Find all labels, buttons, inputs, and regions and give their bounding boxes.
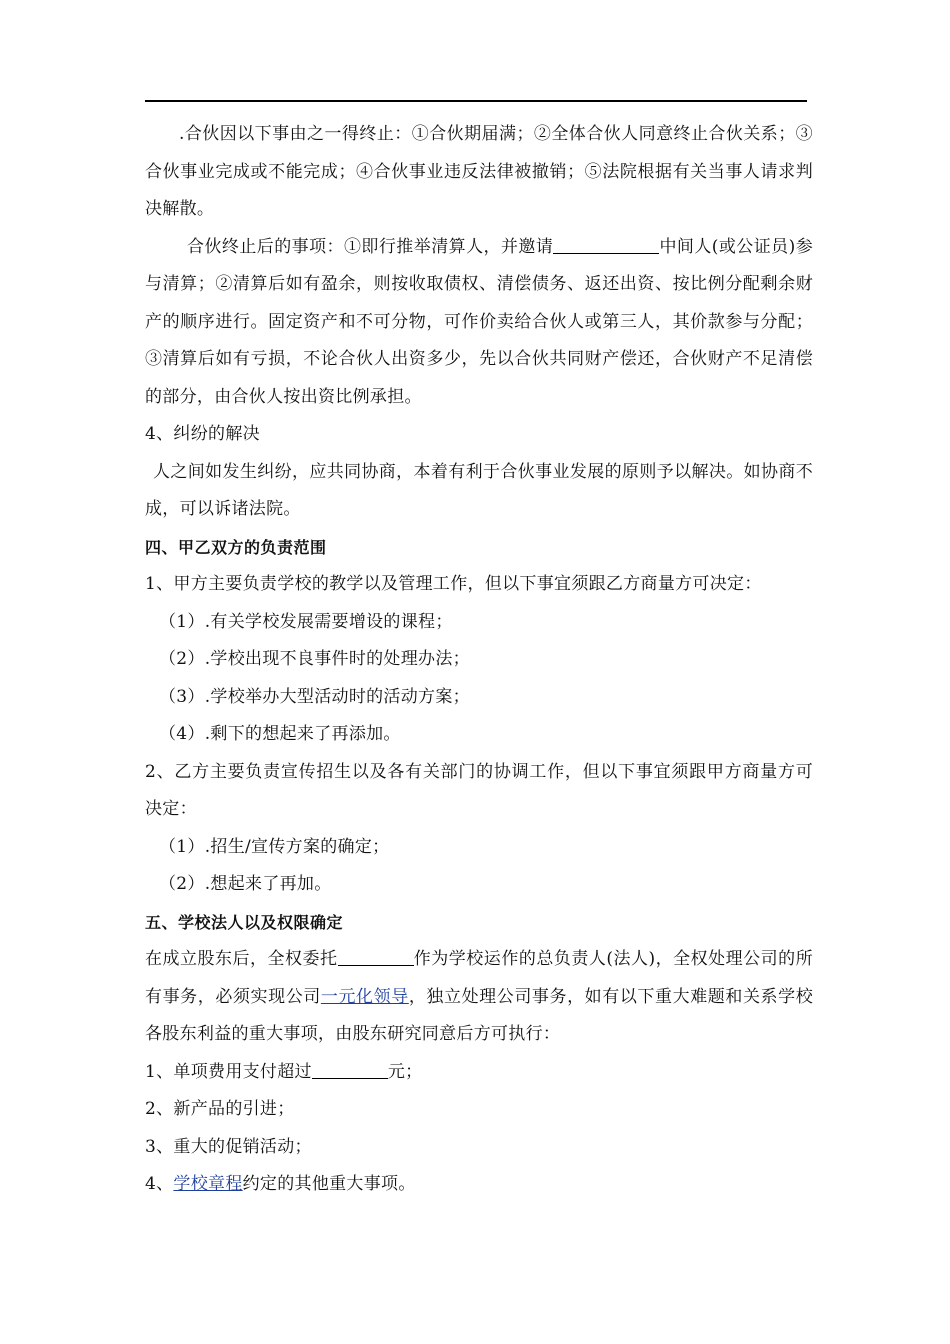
expense-limit-blank[interactable]: [312, 1061, 388, 1079]
section-5-item-1-text-end: 元；: [387, 1061, 423, 1082]
section-5-item-1: [145, 1054, 813, 1092]
section-4-item-2: 2、乙方主要负责宣传招生以及各有关部门的协调工作，但以下事宜须跟甲方商量方可决定：: [145, 761, 813, 819]
section-4-item-1-sub-3: （3）.学校举办大型活动时的活动方案；: [159, 686, 470, 707]
section-5-item-1-text-start: 1、单项费用支付超过: [145, 1061, 312, 1082]
post-termination-text-end: 中间人(或公证员)参与清算；②清算后如有盈余，则按收取债权、清偿债务、返还出资、按比例分配剩余财产的顺序进行。固定资产和不可分物，可作价卖给合伙人或第三人，其价款参与分配；③清算后如有亏损，不论合伙人出资多少，先以合伙共同财产偿还，合伙财产不足清偿的部分，由合伙人按出资比例承担。: [145, 236, 813, 407]
section-5-item-3: 3、重大的促销活动；: [145, 1136, 312, 1157]
section-5-heading: 五、学校法人以及权限确定: [145, 912, 344, 932]
section-5-text-2: 作为学校运作的总负责人(法人)，全权处理公司的所有事务，必须实现公司: [145, 949, 813, 1007]
mediator-blank[interactable]: [553, 236, 659, 254]
document-body: [145, 116, 813, 1204]
paragraph-dispute-resolution: 人之间如发生纠纷，应共同协商，本着有利于合伙事业发展的原则予以解决。如协商不成，可以诉诸法院。: [145, 461, 813, 519]
dispute-resolution-heading: 4、纠纷的解决: [145, 424, 260, 444]
legal-person-blank[interactable]: [338, 948, 414, 966]
header-rule: [145, 100, 807, 102]
section-4-item-1-sub-1: （1）.有关学校发展需要增设的课程；: [159, 611, 453, 632]
school-charter-link[interactable]: 学校章程: [173, 1174, 243, 1194]
section-4-item-2-sub-2: （2）.想起来了再加。: [159, 874, 332, 894]
paragraph-termination-causes: .合伙因以下事由之一得终止：①合伙期届满；②全体合伙人同意终止合伙关系；③合伙事业完成或不能完成；④合伙事业违反法律被撤销；⑤法院根据有关当事人请求判决解散。: [145, 124, 813, 219]
section-5-text-1: 在成立股东后，全权委托: [145, 949, 338, 969]
section-4-item-2-sub-1: （1）.招生/宣传方案的确定；: [159, 836, 390, 857]
paragraph-post-termination: [145, 229, 813, 417]
section-4-item-1-sub-2: （2）.学校出现不良事件时的处理办法；: [159, 649, 470, 669]
post-termination-text-start: 合伙终止后的事项：①即行推举清算人，并邀请: [187, 236, 554, 257]
section-5-item-4: [145, 1166, 813, 1204]
unified-leadership-link[interactable]: 一元化领导: [320, 986, 409, 1007]
section-5-item-4-prefix: 4、: [145, 1174, 174, 1194]
section-5-text-3: ，独立处理公司事务，如有以下重大难题和关系学校各股东利益的重大事项，由股东研究同意后方可执行：: [145, 986, 814, 1044]
section-5-item-2: 2、新产品的引进；: [145, 1099, 295, 1119]
section-4-item-1-sub-4: （4）.剩下的想起来了再添加。: [159, 724, 401, 744]
section-5-paragraph: [145, 941, 813, 1054]
section-4-item-1: 1、甲方主要负责学校的教学以及管理工作，但以下事宜须跟乙方商量方可决定：: [145, 574, 762, 594]
section-5-item-4-suffix: 约定的其他重大事项。: [242, 1174, 416, 1194]
section-4-heading: 四、甲乙双方的负责范围: [145, 537, 327, 557]
